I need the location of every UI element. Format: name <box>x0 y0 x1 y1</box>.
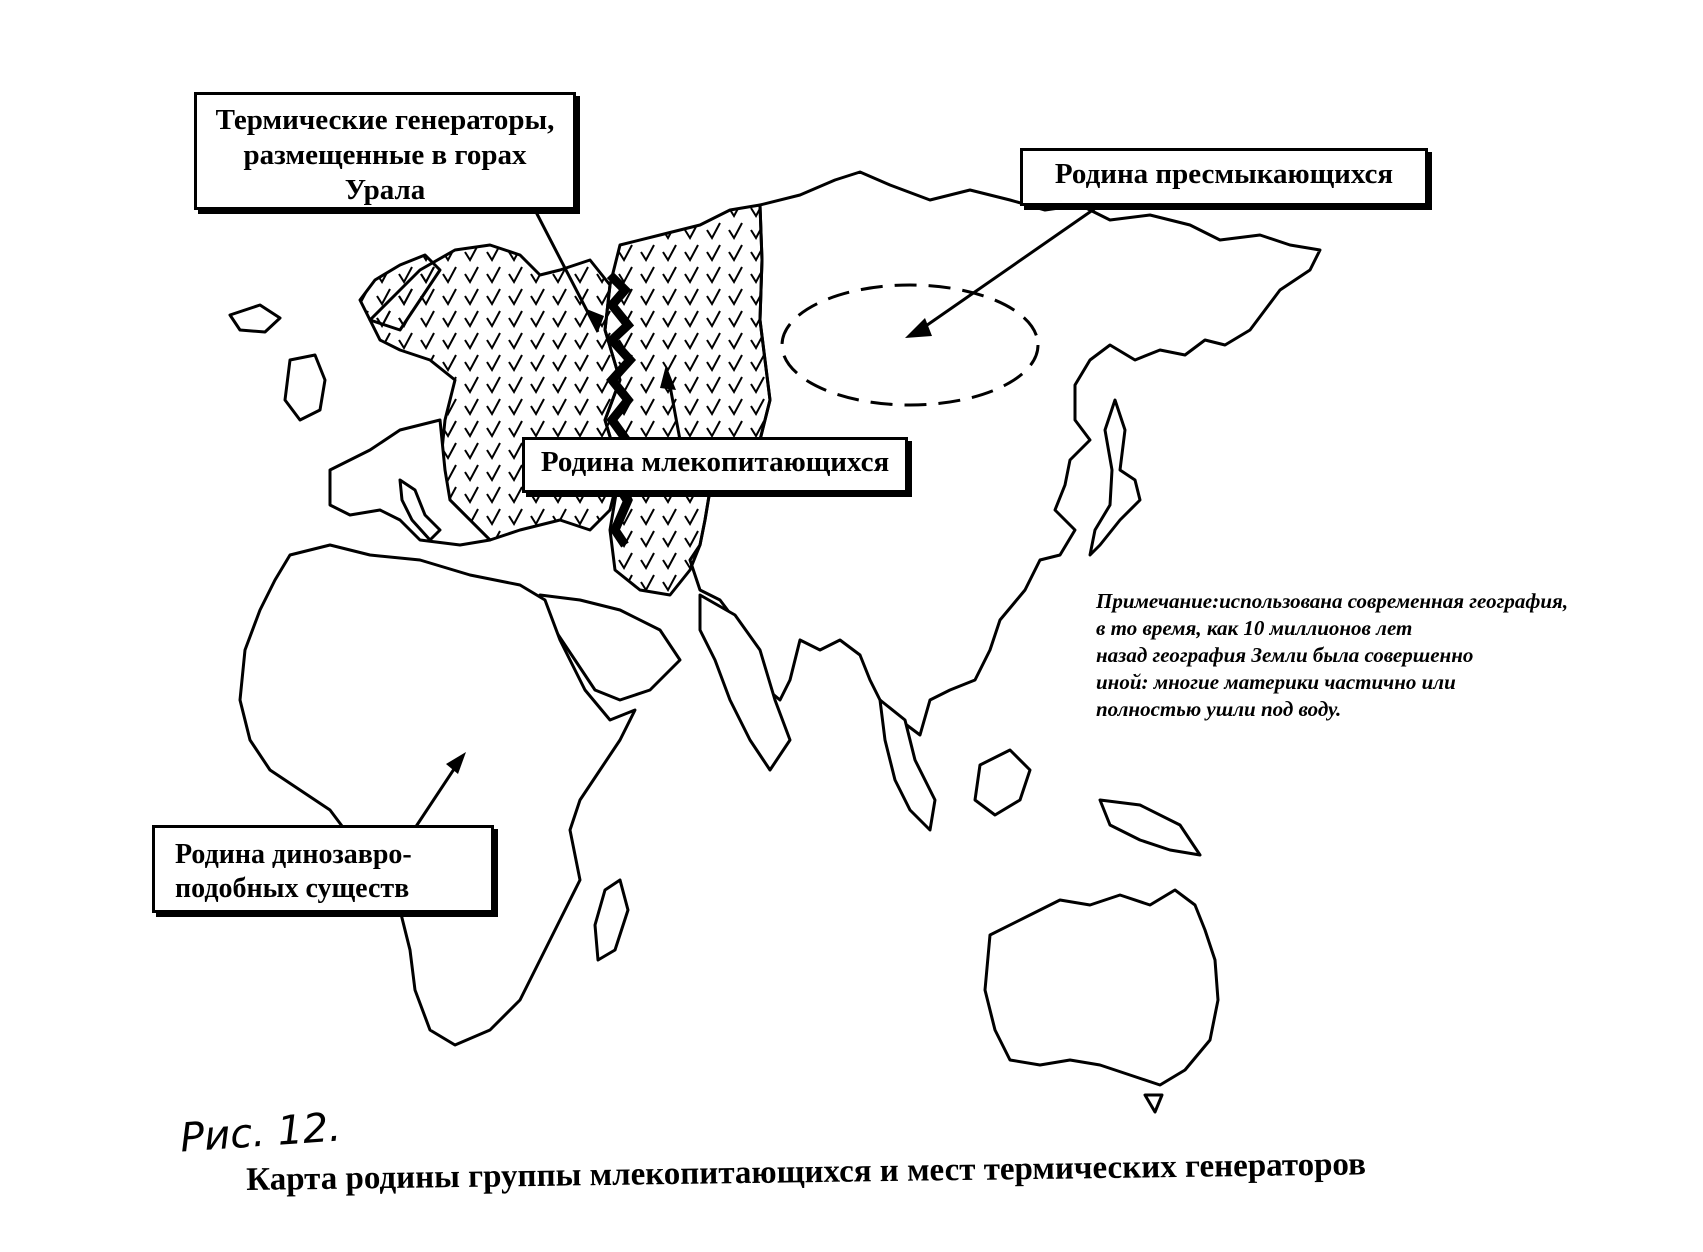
ural-label-line-3: Урала <box>344 174 426 206</box>
dino-label-line-1: Родина динозавро- <box>175 839 412 870</box>
map-note <box>1096 588 1666 723</box>
iceland-island <box>230 305 280 332</box>
japan-islands <box>1090 400 1140 555</box>
note-line-3: назад география Земли была совершенно <box>1096 643 1474 667</box>
britain-island <box>285 355 325 420</box>
australia-landmass <box>985 890 1218 1085</box>
note-line-4: иной: многие материки частично или <box>1096 670 1456 694</box>
mammals-home-label: Родина млекопитающихся <box>522 437 908 493</box>
note-line-2: в то время, как 10 миллионов лет <box>1096 616 1413 640</box>
ural-label-line-2: размещенные в горах <box>243 139 527 171</box>
borneo-island <box>975 750 1030 815</box>
tasmania-island <box>1145 1095 1162 1112</box>
madagascar-island <box>595 880 628 960</box>
ural-label-line-1: Термические генераторы, <box>215 104 555 136</box>
reptiles-home-label: Родина пресмыкающихся <box>1020 148 1428 206</box>
figure-number-handwritten: Рис. 12. <box>178 1104 343 1162</box>
ural-generators-label <box>194 92 576 210</box>
figure-caption: Карта родины группы млекопитающихся и мест термических генераторов <box>246 1146 1367 1198</box>
new-guinea-island <box>1100 800 1200 855</box>
dino-home-label <box>152 825 494 913</box>
note-line-5: полностью ушли под воду. <box>1096 697 1342 721</box>
note-line-1: Примечание:использована современная география, <box>1096 589 1569 613</box>
dino-label-line-2: подобных существ <box>175 873 410 904</box>
